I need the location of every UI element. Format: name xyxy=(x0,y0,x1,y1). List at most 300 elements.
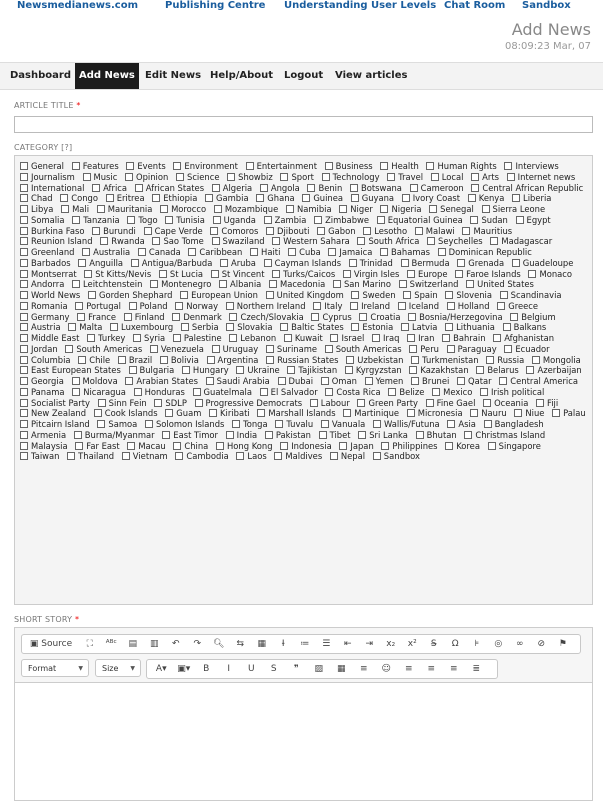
category-checkbox[interactable] xyxy=(20,452,28,460)
category-checkbox[interactable] xyxy=(380,205,388,213)
category-option[interactable] xyxy=(92,183,127,194)
category-checkbox[interactable] xyxy=(426,399,434,407)
category-option[interactable] xyxy=(445,441,480,452)
category-option[interactable] xyxy=(88,290,173,301)
category-checkbox[interactable] xyxy=(125,377,133,385)
table-icon[interactable]: ▦ xyxy=(336,664,346,674)
category-checkbox[interactable] xyxy=(493,334,501,342)
category-option[interactable] xyxy=(256,193,294,204)
category-checkbox[interactable] xyxy=(339,205,347,213)
category-option[interactable] xyxy=(181,322,219,333)
category-option[interactable] xyxy=(471,172,499,183)
category-checkbox[interactable] xyxy=(257,409,265,417)
category-checkbox[interactable] xyxy=(229,334,237,342)
category-option[interactable] xyxy=(447,301,490,312)
category-checkbox[interactable] xyxy=(133,334,141,342)
category-option[interactable] xyxy=(330,451,365,462)
category-option[interactable] xyxy=(387,172,423,183)
category-option[interactable] xyxy=(135,183,204,194)
category-option[interactable] xyxy=(407,333,434,344)
category-checkbox[interactable] xyxy=(159,270,167,278)
category-checkbox[interactable] xyxy=(407,409,415,417)
category-checkbox[interactable] xyxy=(20,162,28,170)
category-checkbox[interactable] xyxy=(264,259,272,267)
category-checkbox[interactable] xyxy=(20,323,28,331)
category-option[interactable] xyxy=(20,387,65,398)
category-checkbox[interactable] xyxy=(269,280,277,288)
category-option[interactable] xyxy=(20,301,68,312)
category-option[interactable] xyxy=(131,258,213,269)
category-checkbox[interactable] xyxy=(20,334,28,342)
category-option[interactable] xyxy=(236,451,266,462)
short-story-editor-area[interactable] xyxy=(15,683,592,800)
category-option[interactable] xyxy=(407,269,447,280)
category-checkbox[interactable] xyxy=(470,216,478,224)
category-checkbox[interactable] xyxy=(20,173,28,181)
category-checkbox[interactable] xyxy=(20,205,28,213)
category-option[interactable] xyxy=(205,193,249,204)
category-checkbox[interactable] xyxy=(410,184,418,192)
maximize-icon[interactable]: ⛶ xyxy=(86,639,93,649)
category-checkbox[interactable] xyxy=(20,442,28,450)
category-checkbox[interactable] xyxy=(20,216,28,224)
category-option[interactable] xyxy=(409,344,439,355)
category-option[interactable] xyxy=(372,333,399,344)
category-checkbox[interactable] xyxy=(350,184,358,192)
category-checkbox[interactable] xyxy=(150,345,158,353)
category-option[interactable] xyxy=(172,312,222,323)
category-option[interactable] xyxy=(302,193,343,204)
category-checkbox[interactable] xyxy=(351,194,359,202)
category-checkbox[interactable] xyxy=(411,356,419,364)
category-checkbox[interactable] xyxy=(510,313,518,321)
category-option[interactable] xyxy=(399,279,459,290)
category-option[interactable] xyxy=(325,344,402,355)
category-option[interactable] xyxy=(214,204,278,215)
category-option[interactable] xyxy=(144,226,203,237)
category-option[interactable] xyxy=(514,408,544,419)
category-option[interactable] xyxy=(195,398,303,409)
category-checkbox[interactable] xyxy=(134,388,142,396)
category-checkbox[interactable] xyxy=(470,409,478,417)
category-checkbox[interactable] xyxy=(280,173,288,181)
category-option[interactable] xyxy=(20,226,84,237)
category-option[interactable] xyxy=(106,193,145,204)
category-checkbox[interactable] xyxy=(328,248,336,256)
category-option[interactable] xyxy=(457,376,492,387)
category-option[interactable] xyxy=(20,430,66,441)
category-option[interactable] xyxy=(20,279,64,290)
category-checkbox[interactable] xyxy=(302,194,310,202)
category-checkbox[interactable] xyxy=(20,237,28,245)
category-option[interactable] xyxy=(145,419,224,430)
category-option[interactable] xyxy=(125,376,198,387)
text-color-icon[interactable]: A▾ xyxy=(155,664,167,674)
category-checkbox[interactable] xyxy=(20,356,28,364)
category-option[interactable] xyxy=(78,258,123,269)
category-option[interactable] xyxy=(401,322,438,333)
category-option[interactable] xyxy=(175,301,218,312)
category-option[interactable] xyxy=(407,408,463,419)
category-option[interactable] xyxy=(381,441,437,452)
category-checkbox[interactable] xyxy=(512,194,520,202)
align-left-icon[interactable]: ≡ xyxy=(404,664,413,674)
category-option[interactable] xyxy=(165,408,201,419)
category-option[interactable] xyxy=(209,408,250,419)
category-checkbox[interactable] xyxy=(399,280,407,288)
category-checkbox[interactable] xyxy=(468,194,476,202)
category-option[interactable] xyxy=(457,258,504,269)
category-option[interactable] xyxy=(377,215,463,226)
category-option[interactable] xyxy=(471,183,583,194)
category-option[interactable] xyxy=(110,322,173,333)
category-option[interactable] xyxy=(455,269,521,280)
category-checkbox[interactable] xyxy=(499,377,507,385)
horizontal-rule-icon[interactable]: ≡ xyxy=(359,664,368,674)
category-option[interactable] xyxy=(343,408,399,419)
category-checkbox[interactable] xyxy=(220,259,228,267)
category-checkbox[interactable] xyxy=(209,409,217,417)
category-checkbox[interactable] xyxy=(264,216,272,224)
category-option[interactable] xyxy=(350,301,390,312)
category-option[interactable] xyxy=(265,430,311,441)
category-checkbox[interactable] xyxy=(526,366,534,374)
paste-word-icon[interactable]: ▥ xyxy=(149,639,159,649)
category-option[interactable] xyxy=(160,355,199,366)
category-option[interactable] xyxy=(310,398,350,409)
category-checkbox[interactable] xyxy=(160,205,168,213)
category-checkbox[interactable] xyxy=(77,313,85,321)
category-checkbox[interactable] xyxy=(188,248,196,256)
category-option[interactable] xyxy=(470,408,506,419)
category-option[interactable] xyxy=(526,365,581,376)
category-checkbox[interactable] xyxy=(173,162,181,170)
category-option[interactable] xyxy=(488,441,541,452)
page-break-icon[interactable]: ⊧ xyxy=(474,639,480,649)
special-char-icon[interactable]: Ω xyxy=(451,639,459,649)
category-option[interactable] xyxy=(274,451,322,462)
category-checkbox[interactable] xyxy=(403,291,411,299)
category-checkbox[interactable] xyxy=(401,323,409,331)
category-checkbox[interactable] xyxy=(325,162,333,170)
category-checkbox[interactable] xyxy=(402,194,410,202)
category-checkbox[interactable] xyxy=(195,399,203,407)
category-option[interactable] xyxy=(20,333,79,344)
category-option[interactable] xyxy=(20,258,71,269)
category-checkbox[interactable] xyxy=(476,366,484,374)
category-checkbox[interactable] xyxy=(447,420,455,428)
category-checkbox[interactable] xyxy=(514,409,522,417)
category-option[interactable] xyxy=(72,215,119,226)
category-option[interactable] xyxy=(176,172,219,183)
category-option[interactable] xyxy=(402,193,460,204)
category-option[interactable] xyxy=(311,312,351,323)
category-checkbox[interactable] xyxy=(464,431,472,439)
category-checkbox[interactable] xyxy=(20,259,28,267)
category-checkbox[interactable] xyxy=(266,345,274,353)
category-checkbox[interactable] xyxy=(20,302,28,310)
category-checkbox[interactable] xyxy=(181,323,189,331)
category-checkbox[interactable] xyxy=(380,248,388,256)
category-option[interactable] xyxy=(431,172,464,183)
category-option[interactable] xyxy=(68,322,102,333)
category-option[interactable] xyxy=(122,451,168,462)
category-option[interactable] xyxy=(365,376,404,387)
strike-icon[interactable]: S xyxy=(270,664,277,674)
image-icon[interactable]: ▨ xyxy=(314,664,323,674)
category-checkbox[interactable] xyxy=(94,409,102,417)
category-option[interactable] xyxy=(97,204,153,215)
spellcheck-icon[interactable]: ᴬᴮᶜ xyxy=(105,639,117,649)
category-checkbox[interactable] xyxy=(127,442,135,450)
category-option[interactable] xyxy=(20,408,86,419)
category-option[interactable] xyxy=(162,430,218,441)
category-option[interactable] xyxy=(464,430,545,441)
category-option[interactable] xyxy=(351,322,393,333)
category-option[interactable] xyxy=(226,322,272,333)
category-option[interactable] xyxy=(100,236,145,247)
category-checkbox[interactable] xyxy=(75,442,83,450)
find-icon[interactable]: 🔍︎ xyxy=(213,639,225,649)
category-checkbox[interactable] xyxy=(72,216,80,224)
nav-dashboard[interactable]: Dashboard xyxy=(10,70,71,81)
category-checkbox[interactable] xyxy=(471,173,479,181)
category-checkbox[interactable] xyxy=(129,302,137,310)
category-option[interactable] xyxy=(476,365,518,376)
category-option[interactable] xyxy=(229,333,276,344)
category-option[interactable] xyxy=(219,279,261,290)
remove-format-icon[interactable]: Ɨ xyxy=(281,639,285,649)
category-checkbox[interactable] xyxy=(358,431,366,439)
category-option[interactable] xyxy=(229,312,303,323)
category-checkbox[interactable] xyxy=(351,323,359,331)
category-option[interactable] xyxy=(466,279,534,290)
nav-logout[interactable]: Logout xyxy=(284,70,324,81)
category-option[interactable] xyxy=(72,387,126,398)
category-option[interactable] xyxy=(510,312,555,323)
category-checkbox[interactable] xyxy=(447,302,455,310)
category-checkbox[interactable] xyxy=(98,399,106,407)
category-checkbox[interactable] xyxy=(274,452,282,460)
category-checkbox[interactable] xyxy=(480,388,488,396)
category-option[interactable] xyxy=(173,441,208,452)
category-option[interactable] xyxy=(512,258,574,269)
category-checkbox[interactable] xyxy=(466,280,474,288)
category-option[interactable] xyxy=(536,398,558,409)
category-option[interactable] xyxy=(20,312,70,323)
category-checkbox[interactable] xyxy=(310,399,318,407)
category-checkbox[interactable] xyxy=(280,323,288,331)
category-checkbox[interactable] xyxy=(260,184,268,192)
category-checkbox[interactable] xyxy=(490,237,498,245)
category-option[interactable] xyxy=(266,226,309,237)
category-checkbox[interactable] xyxy=(339,442,347,450)
category-option[interactable] xyxy=(165,215,205,226)
category-option[interactable] xyxy=(84,269,151,280)
category-checkbox[interactable] xyxy=(20,270,28,278)
category-option[interactable] xyxy=(398,301,439,312)
category-option[interactable] xyxy=(314,215,369,226)
topnav-link-home[interactable]: Newsmedianews.com xyxy=(17,0,138,11)
category-checkbox[interactable] xyxy=(431,173,439,181)
category-checkbox[interactable] xyxy=(266,227,274,235)
category-option[interactable] xyxy=(426,398,476,409)
category-option[interactable] xyxy=(216,441,273,452)
category-option[interactable] xyxy=(380,204,421,215)
category-checkbox[interactable] xyxy=(455,270,463,278)
category-checkbox[interactable] xyxy=(311,313,319,321)
category-checkbox[interactable] xyxy=(236,452,244,460)
category-option[interactable] xyxy=(264,258,341,269)
category-checkbox[interactable] xyxy=(284,334,292,342)
category-checkbox[interactable] xyxy=(97,205,105,213)
category-checkbox[interactable] xyxy=(84,270,92,278)
category-checkbox[interactable] xyxy=(180,291,188,299)
category-option[interactable] xyxy=(408,312,502,323)
category-option[interactable] xyxy=(507,172,576,183)
category-checkbox[interactable] xyxy=(165,409,173,417)
category-option[interactable] xyxy=(426,161,496,172)
category-checkbox[interactable] xyxy=(445,323,453,331)
category-option[interactable] xyxy=(150,344,204,355)
category-option[interactable] xyxy=(188,247,242,258)
category-checkbox[interactable] xyxy=(388,388,396,396)
category-option[interactable] xyxy=(351,290,395,301)
underline-icon[interactable]: U xyxy=(247,664,255,674)
topnav-link-sandbox[interactable]: Sandbox xyxy=(522,0,571,11)
category-option[interactable] xyxy=(129,301,168,312)
category-option[interactable] xyxy=(333,279,391,290)
category-checkbox[interactable] xyxy=(212,237,220,245)
category-checkbox[interactable] xyxy=(314,216,322,224)
category-checkbox[interactable] xyxy=(528,270,536,278)
category-checkbox[interactable] xyxy=(349,259,357,267)
category-checkbox[interactable] xyxy=(88,291,96,299)
category-checkbox[interactable] xyxy=(72,388,80,396)
category-checkbox[interactable] xyxy=(207,356,215,364)
category-option[interactable] xyxy=(82,247,130,258)
category-option[interactable] xyxy=(266,290,344,301)
category-option[interactable] xyxy=(373,419,440,430)
category-checkbox[interactable] xyxy=(106,194,114,202)
category-option[interactable] xyxy=(322,172,380,183)
category-option[interactable] xyxy=(226,430,258,441)
category-option[interactable] xyxy=(210,226,258,237)
category-checkbox[interactable] xyxy=(409,345,417,353)
category-checkbox[interactable] xyxy=(507,173,515,181)
category-checkbox[interactable] xyxy=(92,184,100,192)
category-checkbox[interactable] xyxy=(216,442,224,450)
category-checkbox[interactable] xyxy=(173,334,181,342)
undo-icon[interactable]: ↶ xyxy=(171,639,180,649)
category-option[interactable] xyxy=(272,236,349,247)
category-option[interactable] xyxy=(20,451,59,462)
category-checkbox[interactable] xyxy=(72,280,80,288)
category-checkbox[interactable] xyxy=(175,302,183,310)
category-option[interactable] xyxy=(20,204,53,215)
category-checkbox[interactable] xyxy=(445,291,453,299)
category-checkbox[interactable] xyxy=(78,356,86,364)
category-option[interactable] xyxy=(280,441,332,452)
category-checkbox[interactable] xyxy=(438,248,446,256)
category-option[interactable] xyxy=(118,355,152,366)
category-option[interactable] xyxy=(212,183,252,194)
category-checkbox[interactable] xyxy=(61,205,69,213)
category-checkbox[interactable] xyxy=(380,162,388,170)
category-option[interactable] xyxy=(75,441,119,452)
superscript-icon[interactable]: x² xyxy=(407,639,417,649)
italic-icon[interactable]: I xyxy=(227,664,231,674)
category-checkbox[interactable] xyxy=(74,431,82,439)
category-checkbox[interactable] xyxy=(232,420,240,428)
category-checkbox[interactable] xyxy=(462,227,470,235)
category-checkbox[interactable] xyxy=(373,420,381,428)
category-checkbox[interactable] xyxy=(214,205,222,213)
category-option[interactable] xyxy=(317,226,355,237)
category-checkbox[interactable] xyxy=(373,452,381,460)
category-checkbox[interactable] xyxy=(457,259,465,267)
category-checkbox[interactable] xyxy=(206,377,214,385)
category-checkbox[interactable] xyxy=(210,227,218,235)
category-option[interactable] xyxy=(257,408,335,419)
category-option[interactable] xyxy=(410,183,464,194)
category-option[interactable] xyxy=(388,387,424,398)
category-option[interactable] xyxy=(207,355,259,366)
category-option[interactable] xyxy=(442,333,485,344)
category-option[interactable] xyxy=(373,451,420,462)
category-checkbox[interactable] xyxy=(20,388,28,396)
category-checkbox[interactable] xyxy=(287,366,295,374)
category-option[interactable] xyxy=(504,344,549,355)
category-option[interactable] xyxy=(264,215,307,226)
category-option[interactable] xyxy=(403,290,437,301)
category-option[interactable] xyxy=(445,290,492,301)
category-option[interactable] xyxy=(339,204,373,215)
category-option[interactable] xyxy=(313,301,342,312)
link-icon[interactable]: ∞ xyxy=(516,639,524,649)
category-checkbox[interactable] xyxy=(351,291,359,299)
category-checkbox[interactable] xyxy=(182,366,190,374)
category-checkbox[interactable] xyxy=(500,291,508,299)
format-dropdown[interactable] xyxy=(21,659,89,677)
category-checkbox[interactable] xyxy=(162,431,170,439)
category-option[interactable] xyxy=(438,247,532,258)
category-option[interactable] xyxy=(269,279,325,290)
category-option[interactable] xyxy=(20,419,90,430)
category-option[interactable] xyxy=(532,355,581,366)
category-option[interactable] xyxy=(351,193,394,204)
category-checkbox[interactable] xyxy=(288,248,296,256)
category-checkbox[interactable] xyxy=(357,237,365,245)
category-option[interactable] xyxy=(480,387,544,398)
category-checkbox[interactable] xyxy=(445,442,453,450)
globe-icon[interactable]: ◎ xyxy=(494,639,503,649)
category-checkbox[interactable] xyxy=(321,420,329,428)
category-checkbox[interactable] xyxy=(145,420,153,428)
category-checkbox[interactable] xyxy=(325,388,333,396)
category-option[interactable] xyxy=(98,398,147,409)
category-option[interactable] xyxy=(20,398,90,409)
category-option[interactable] xyxy=(350,183,402,194)
category-option[interactable] xyxy=(127,441,165,452)
category-checkbox[interactable] xyxy=(488,442,496,450)
category-option[interactable] xyxy=(380,161,419,172)
category-option[interactable] xyxy=(411,376,449,387)
category-checkbox[interactable] xyxy=(265,431,273,439)
category-option[interactable] xyxy=(321,419,365,430)
category-checkbox[interactable] xyxy=(486,356,494,364)
category-option[interactable] xyxy=(20,322,61,333)
